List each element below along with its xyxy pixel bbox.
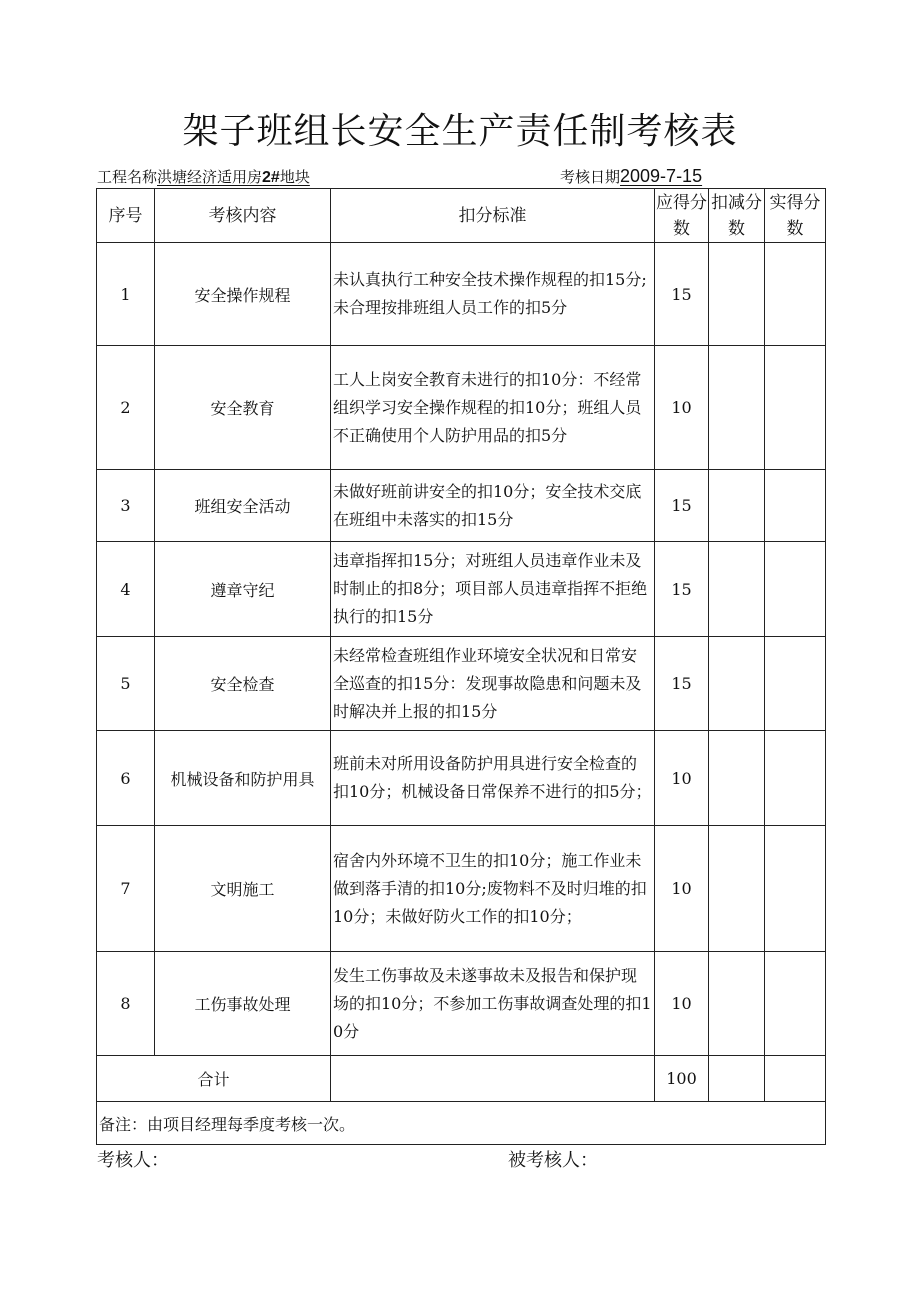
project-name-part-b: 2#: [262, 169, 280, 186]
row-no: 7: [97, 826, 155, 952]
assessment-date-line: [560, 166, 702, 187]
row-score: 15: [655, 637, 709, 731]
row-actual-cell[interactable]: [765, 243, 826, 346]
row-no: 6: [97, 731, 155, 826]
table-row: [97, 470, 826, 542]
project-name-part-c: 地块: [279, 168, 310, 186]
project-label: 工程名称: [97, 168, 158, 186]
row-content: 班组安全活动: [155, 470, 331, 542]
row-actual-cell[interactable]: [765, 826, 826, 952]
row-content: 工伤事故处理: [155, 952, 331, 1056]
row-deduct-cell[interactable]: [709, 243, 765, 346]
row-score: 15: [655, 470, 709, 542]
total-actual-cell[interactable]: [765, 1056, 826, 1102]
row-content: 遵章守纪: [155, 542, 331, 637]
row-no: 5: [97, 637, 155, 731]
row-actual-cell[interactable]: [765, 346, 826, 470]
row-standard: 未认真执行工种安全技术操作规程的扣15分;未合理按排班组人员工作的扣5分: [331, 243, 655, 346]
row-actual-cell[interactable]: [765, 542, 826, 637]
row-content: 安全操作规程: [155, 243, 331, 346]
header-content: 考核内容: [155, 189, 331, 243]
note-text: 备注：由项目经理每季度考核一次。: [97, 1102, 826, 1145]
row-actual-cell[interactable]: [765, 470, 826, 542]
row-deduct-cell[interactable]: [709, 637, 765, 731]
page-title: 架子班组长安全生产责任制考核表: [182, 111, 738, 152]
total-deduct-cell[interactable]: [709, 1056, 765, 1102]
row-no: 2: [97, 346, 155, 470]
row-deduct-cell[interactable]: [709, 826, 765, 952]
project-name-part-a: 洪塘经济适用房: [157, 168, 263, 186]
row-actual-cell[interactable]: [765, 637, 826, 731]
row-no: 3: [97, 470, 155, 542]
row-content: 机械设备和防护用具: [155, 731, 331, 826]
row-deduct-cell[interactable]: [709, 952, 765, 1056]
row-score: 10: [655, 346, 709, 470]
row-deduct-cell[interactable]: [709, 731, 765, 826]
assessor-signature-label: 考核人：: [97, 1150, 169, 1171]
row-no: 1: [97, 243, 155, 346]
header-deduct: 扣减分数: [709, 189, 765, 243]
note-row: [97, 1102, 826, 1145]
table-row: [97, 346, 826, 470]
row-no: 8: [97, 952, 155, 1056]
row-standard: 班前未对所用设备防护用具进行安全检查的扣10分；机械设备日常保养不进行的扣5分；: [331, 731, 655, 826]
row-standard: 发生工伤事故及未遂事故未及报告和保护现场的扣10分；不参加工伤事故调查处理的扣10分: [331, 952, 655, 1056]
project-name-line: [97, 166, 310, 187]
header-no: 序号: [97, 189, 155, 243]
assessment-table: [96, 188, 826, 1145]
row-score: 15: [655, 542, 709, 637]
row-standard: 宿舍内外环境不卫生的扣10分；施工作业未做到落手清的扣10分;废物料不及时归堆的扣10分；未做好防火工作的扣10分；: [331, 826, 655, 952]
row-deduct-cell[interactable]: [709, 346, 765, 470]
table-row: [97, 243, 826, 346]
row-score: 15: [655, 243, 709, 346]
row-standard: 未做好班前讲安全的扣10分；安全技术交底在班组中未落实的扣15分: [331, 470, 655, 542]
header-score: 应得分数: [655, 189, 709, 243]
date-value: 2009-7-15: [620, 166, 703, 186]
date-label: 考核日期: [560, 168, 621, 186]
table-row: [97, 731, 826, 826]
row-standard: 工人上岗安全教育未进行的扣10分：不经常组织学习安全操作规程的扣10分；班组人员不正确使用个人防护用品的扣5分: [331, 346, 655, 470]
row-actual-cell[interactable]: [765, 731, 826, 826]
total-score: 100: [655, 1056, 709, 1102]
row-content: 文明施工: [155, 826, 331, 952]
row-deduct-cell[interactable]: [709, 542, 765, 637]
row-score: 10: [655, 952, 709, 1056]
assessee-signature-label: 被考核人：: [508, 1150, 598, 1171]
header-row: [97, 189, 826, 243]
project-name: [157, 168, 310, 186]
row-content: 安全教育: [155, 346, 331, 470]
row-no: 4: [97, 542, 155, 637]
row-actual-cell[interactable]: [765, 952, 826, 1056]
row-score: 10: [655, 826, 709, 952]
table-row: [97, 826, 826, 952]
row-standard: 未经常检查班组作业环境安全状况和日常安全巡查的扣15分：发现事故隐患和问题未及时解决并上报的扣15分: [331, 637, 655, 731]
table-row: [97, 952, 826, 1056]
total-row: [97, 1056, 826, 1102]
header-actual: 实得分数: [765, 189, 826, 243]
row-content: 安全检查: [155, 637, 331, 731]
row-standard: 违章指挥扣15分；对班组人员违章作业未及时制止的扣8分；项目部人员违章指挥不拒绝执行的扣15分: [331, 542, 655, 637]
table-row: [97, 542, 826, 637]
row-score: 10: [655, 731, 709, 826]
row-deduct-cell[interactable]: [709, 470, 765, 542]
total-label: 合计: [97, 1056, 331, 1102]
table-row: [97, 637, 826, 731]
total-standard-cell: [331, 1056, 655, 1102]
header-standard: 扣分标准: [331, 189, 655, 243]
